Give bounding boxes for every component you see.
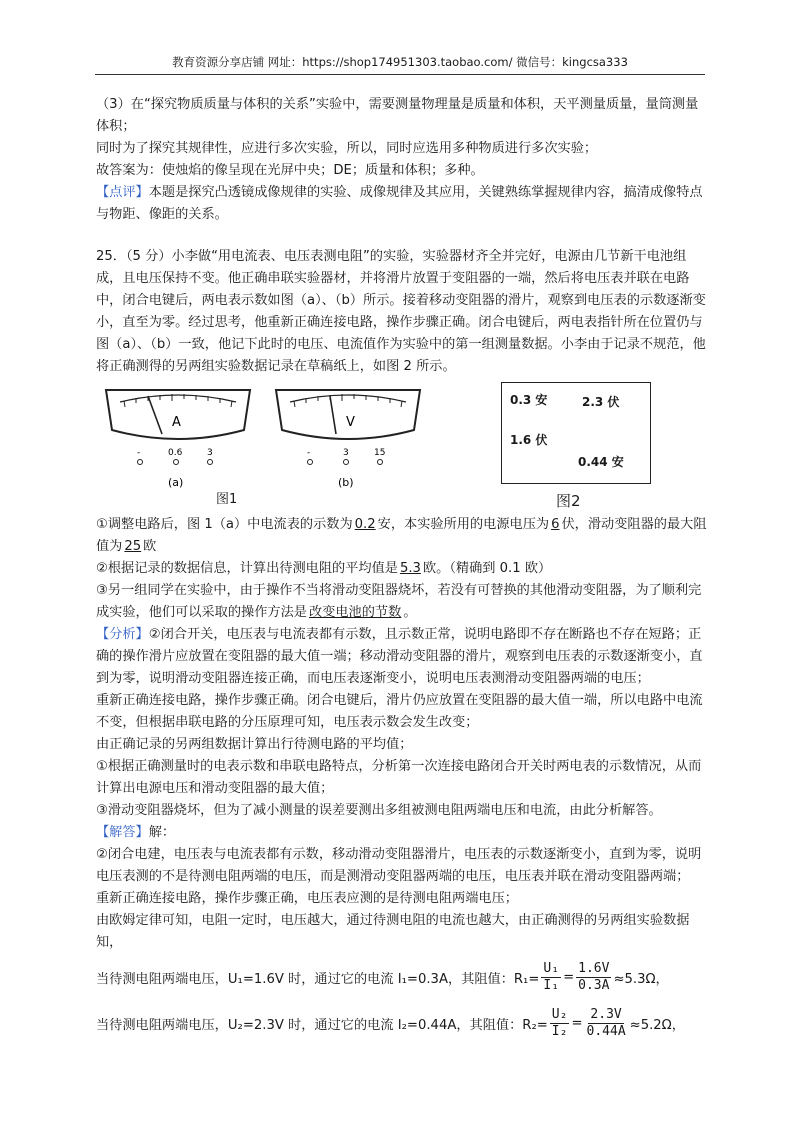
paragraph: 故答案为：使烛焰的像呈现在光屏中央；DE；质量和体积；多种。 xyxy=(96,163,484,178)
fraction: $\frac{\text{U₂}}{\text{I₂}}$ xyxy=(551,1006,568,1039)
figures xyxy=(96,382,708,512)
solution-tag: 【解答】 xyxy=(96,825,149,840)
ammeter-terminal-label: 0.6 xyxy=(168,448,183,458)
figure-label-a: (a) xyxy=(168,476,184,489)
paragraph: 重新正确连接电路，操作步骤正确，电压表应测的是待测电阻两端电压； xyxy=(96,891,518,906)
figure-1-caption: 图1 xyxy=(216,492,238,507)
voltmeter-terminal-label: 3 xyxy=(343,448,349,458)
answer-blank: 6 xyxy=(551,517,560,532)
answer-1: ①调整电路后，图 1（a）中电流表的示数为 0.2 安，本实验所用的电源电压为 6 伏，滑动变阻器的最大阻值为 25 欧 xyxy=(96,517,707,554)
fraction: $\frac{1.6V}{0.3A}$ xyxy=(578,960,610,993)
answer-2: ②根据记录的数据信息，计算出待测电阻的平均值是 5.3 欧。（精确到 0.1 欧） xyxy=(96,561,552,576)
page-header: 教育资源分享店铺 网址：https://shop174951303.taobao.com/ 微信号：kingcsa333 xyxy=(95,54,705,75)
fraction: $\frac{\text{U₁}}{\text{I₁}}$ xyxy=(543,960,560,993)
ammeter-terminal-label: - xyxy=(137,448,141,458)
solution-heading: 【解答】解： xyxy=(96,825,176,840)
comment-paragraph xyxy=(96,182,708,226)
ammeter-symbol: A xyxy=(172,415,181,430)
figure-2-caption: 图2 xyxy=(556,492,581,510)
paragraph: 由正确记录的另两组数据计算出行待测电路的平均值； xyxy=(96,737,413,752)
comment-tag: 【点评】 xyxy=(96,185,149,200)
ammeter-terminal-label: 3 xyxy=(207,448,213,458)
answer-blank: 5.3 xyxy=(399,561,421,576)
voltmeter-terminal-label: - xyxy=(307,448,311,458)
paragraph: 由欧姆定律可知，电阻一定时，电压越大，通过待测电阻的电流也越大，由正确测得的另两组实验数据知， xyxy=(96,913,690,950)
content xyxy=(96,94,708,1046)
answer-blank: 改变电池的节数 xyxy=(309,605,402,620)
paragraph: 同时为了探究其规律性，应进行多次实验，所以，同时应选用多种物质进行多次实验； xyxy=(96,141,598,156)
formula-1: 当待测电阻两端电压，U₁=1.6V 时，通过它的电流 I₁=0.3A，其阻值：R₁= $\frac{\text{U₁}}{\text{I₁}}$ = $\frac{1.6V}{0.3A}$ ≈5.3Ω， xyxy=(96,960,669,993)
analysis-paragraph: 【分析】②闭合开关，电压表与电流表都有示数，且示数正常，说明电路即不存在断路也不存在短路；正确的操作滑片应放置在变阻器的最大值一端；移动滑动变阻器的滑片，观察到电压表的示数逐渐变小，直到为零，说明滑动变阻器连接正确，而电压表逐渐变小，说明电压表测滑动变阻器两端的电压； xyxy=(96,627,703,686)
figure-label-b: (b) xyxy=(338,476,354,489)
figure-2-box xyxy=(501,382,651,484)
paragraph: （3）在“探究物质质量与体积的关系”实验中，需要测量物理量是质量和体积，天平测量质量，量筒测量体积； xyxy=(96,97,699,134)
ammeter-figure xyxy=(98,382,258,494)
voltmeter-terminal-label: 15 xyxy=(374,448,386,458)
answer-blank: 0.2 xyxy=(354,517,376,532)
fig2-item: 1.6 伏 xyxy=(510,433,548,447)
formula-2: 当待测电阻两端电压，U₂=2.3V 时，通过它的电流 I₂=0.44A，其阻值：R₂= $\frac{\text{U₂}}{\text{I₂}}$ = $\frac{2.3V}{0.44A}$ ≈5.2Ω， xyxy=(96,1006,685,1039)
paragraph: 重新正确连接电路，操作步骤正确。闭合电键后，滑片仍应放置在变阻器的最大值一端，所以电路中电流不变，但根据串联电路的分压原理可知，电压表示数会发生改变； xyxy=(96,693,703,730)
answer-3: ③另一组同学在实验中，由于操作不当将滑动变阻器烧坏，若没有可替换的其他滑动变阻器，为了顺利完成实验，他们可以采取的操作方法是 改变电池的节数 。 xyxy=(96,583,702,620)
fig2-item: 0.3 安 xyxy=(510,393,548,407)
fig2-item: 2.3 伏 xyxy=(582,395,620,409)
answer-blank: 25 xyxy=(124,539,142,554)
fraction: $\frac{2.3V}{0.44A}$ xyxy=(586,1006,626,1039)
paragraph: ①根据正确测量时的电表示数和串联电路特点，分析第一次连接电路闭合开关时两电表的示数情况，从而计算出电源电压和滑动变阻器的最大值； xyxy=(96,759,702,796)
question-25: 25．（5 分）小李做“用电流表、电压表测电阻”的实验，实验器材齐全并完好，电源由几节新干电池组成，且电压保持不变。他正确串联实验器材，并将滑片放置于变阻器的一端，然后将电压表并联在电路中，闭合电键后，两电表示数如图（a）、（b）所示。接着移动变阻器的滑片，观察到电压表的示数逐渐变小，直至为零。经过思考，他重新正确连接电路，操作步骤正确。闭合电键后，两电表指针所在位置仍与图（a）、（b）一致，他记下此时的电压、电流值作为实验中的第一组测量数据。小李由于记录不规范，他将正确测得的另两组实验数据记录在草稿纸上，如图 2 所示。 xyxy=(96,249,706,374)
paragraph: ③滑动变阻器烧坏，但为了减小测量的误差要测出多组被测电阻两端电压和电流，由此分析解答。 xyxy=(96,803,662,818)
paragraph: ②闭合电建，电压表与电流表都有示数，移动滑动变阻器滑片，电压表的示数逐渐变小，直到为零，说明电压表测的不是待测电阻两端的电压，而是测滑动变阻器两端的电压，电压表并联在滑动变阻器两端； xyxy=(96,847,702,884)
comment-text: 本题是探究凸透镜成像规律的实验、成像规律及其应用，关键熟练掌握规律内容，搞清成像特点与物距、像距的关系。 xyxy=(96,185,703,222)
analysis-tag: 【分析】 xyxy=(96,627,149,642)
voltmeter-symbol: V xyxy=(346,415,355,430)
voltmeter-figure xyxy=(268,382,428,494)
fig2-item: 0.44 安 xyxy=(578,455,624,469)
